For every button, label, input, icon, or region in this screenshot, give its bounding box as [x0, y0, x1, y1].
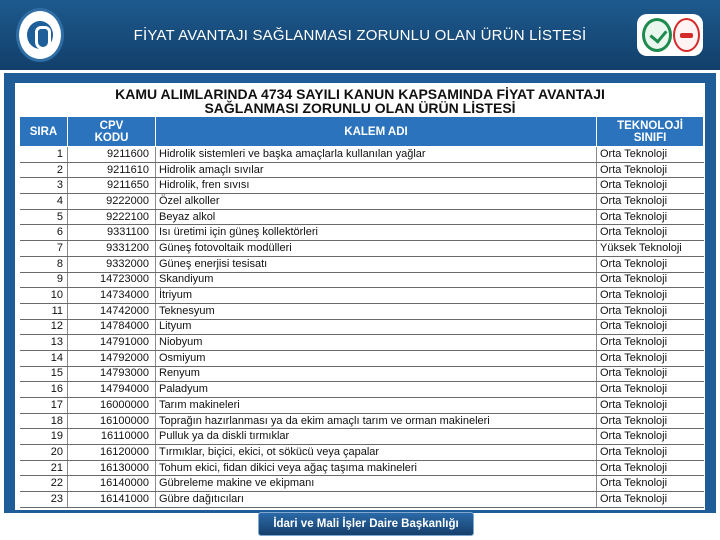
cell-technology-class: Orta Teknoloji: [597, 460, 704, 476]
university-logo-icon: [16, 8, 64, 62]
cell-cpv-code: 16120000: [68, 445, 156, 461]
cell-cpv-code: 14793000: [68, 366, 156, 382]
cell-technology-class: Orta Teknoloji: [597, 382, 704, 398]
cell-item-name: Lityum: [156, 319, 597, 335]
cell-cpv-code: 14791000: [68, 335, 156, 351]
cell-technology-class: Orta Teknoloji: [597, 303, 704, 319]
table-row: [20, 162, 704, 178]
table-row: [20, 194, 704, 210]
cell-cpv-code: 16110000: [68, 429, 156, 445]
cell-no: 21: [20, 460, 68, 476]
cell-cpv-code: 9331200: [68, 241, 156, 257]
cell-cpv-code: 16130000: [68, 460, 156, 476]
cell-cpv-code: 9211650: [68, 178, 156, 194]
table-row: [20, 398, 704, 414]
cell-item-name: Toprağın hazırlanması ya da ekim amaçlı tarım ve orman makineleri: [156, 413, 597, 429]
document-title-line-1: KAMU ALIMLARINDA 4734 SAYILI KANUN KAPSAMINDA FİYAT AVANTAJI: [115, 86, 605, 102]
cell-no: 22: [20, 476, 68, 492]
cell-technology-class: Orta Teknoloji: [597, 492, 704, 508]
table-row: [20, 225, 704, 241]
table-row: [20, 256, 704, 272]
cell-technology-class: Orta Teknoloji: [597, 476, 704, 492]
table-row: [20, 429, 704, 445]
cell-no: 7: [20, 241, 68, 257]
table-row: [20, 272, 704, 288]
table-row: [20, 209, 704, 225]
column-header-name: KALEM ADI: [156, 117, 597, 147]
column-header-tech: [597, 117, 704, 147]
table-row: [20, 241, 704, 257]
cell-cpv-code: 9332000: [68, 256, 156, 272]
cell-item-name: Tohum ekici, fidan dikici veya ağaç taşıma makineleri: [156, 460, 597, 476]
cell-technology-class: Orta Teknoloji: [597, 178, 704, 194]
cell-item-name: Güneş fotovoltaik modülleri: [156, 241, 597, 257]
table-body: [20, 147, 704, 508]
column-header-cpv: [68, 117, 156, 147]
cell-cpv-code: 14784000: [68, 319, 156, 335]
cell-cpv-code: 14792000: [68, 350, 156, 366]
cell-cpv-code: 9331100: [68, 225, 156, 241]
document-page: [15, 83, 705, 510]
table-row: [20, 366, 704, 382]
table-row: [20, 319, 704, 335]
cell-no: 15: [20, 366, 68, 382]
table-row: [20, 350, 704, 366]
cell-technology-class: Orta Teknoloji: [597, 445, 704, 461]
table-row: [20, 492, 704, 508]
cell-item-name: Teknesyum: [156, 303, 597, 319]
column-header-cpv-line-1: CPV: [99, 119, 124, 132]
cell-no: 10: [20, 288, 68, 304]
cell-item-name: Paladyum: [156, 382, 597, 398]
cell-technology-class: Orta Teknoloji: [597, 288, 704, 304]
cell-item-name: Isı üretimi için güneş kollektörleri: [156, 225, 597, 241]
cell-cpv-code: 9211600: [68, 147, 156, 163]
cell-no: 8: [20, 256, 68, 272]
cell-technology-class: Orta Teknoloji: [597, 194, 704, 210]
document-title-line-2: SAĞLANMASI ZORUNLU OLAN ÜRÜN LİSTESİ: [204, 100, 516, 116]
page-title: FİYAT AVANTAJI SAĞLANMASI ZORUNLU OLAN ÜRÜN LİSTESİ: [133, 27, 587, 44]
cell-technology-class: Orta Teknoloji: [597, 335, 704, 351]
cell-no: 11: [20, 303, 68, 319]
cell-cpv-code: 9211610: [68, 162, 156, 178]
cell-cpv-code: 9222100: [68, 209, 156, 225]
cell-cpv-code: 16000000: [68, 398, 156, 414]
table-header-row: [20, 117, 704, 147]
cell-no: 17: [20, 398, 68, 414]
cell-item-name: Hidrolik sistemleri ve başka amaçlarla kullanılan yağlar: [156, 147, 597, 163]
cell-no: 14: [20, 350, 68, 366]
cell-cpv-code: 14742000: [68, 303, 156, 319]
table-row: [20, 303, 704, 319]
cell-no: 12: [20, 319, 68, 335]
cell-technology-class: Orta Teknoloji: [597, 162, 704, 178]
cell-item-name: Tırmıklar, biçici, ekici, ot sökücü veya çapalar: [156, 445, 597, 461]
cell-cpv-code: 14723000: [68, 272, 156, 288]
cell-item-name: Renyum: [156, 366, 597, 382]
cell-cpv-code: 16141000: [68, 492, 156, 508]
cell-item-name: Hidrolik, fren sıvısı: [156, 178, 597, 194]
cell-technology-class: Orta Teknoloji: [597, 209, 704, 225]
cell-cpv-code: 16140000: [68, 476, 156, 492]
cell-technology-class: Orta Teknoloji: [597, 225, 704, 241]
cell-item-name: Gübreleme makine ve ekipmanı: [156, 476, 597, 492]
cell-technology-class: Orta Teknoloji: [597, 272, 704, 288]
header-bar: [0, 0, 720, 70]
covid-badge-icon: [637, 14, 703, 56]
cell-no: 3: [20, 178, 68, 194]
cell-no: 20: [20, 445, 68, 461]
cell-no: 23: [20, 492, 68, 508]
column-header-cpv-line-2: KODU: [94, 131, 129, 144]
cell-technology-class: Orta Teknoloji: [597, 256, 704, 272]
cell-no: 5: [20, 209, 68, 225]
cell-cpv-code: 14734000: [68, 288, 156, 304]
table-row: [20, 147, 704, 163]
cell-item-name: Beyaz alkol: [156, 209, 597, 225]
cell-technology-class: Yüksek Teknoloji: [597, 241, 704, 257]
cell-item-name: Özel alkoller: [156, 194, 597, 210]
table-row: [20, 413, 704, 429]
cell-cpv-code: 14794000: [68, 382, 156, 398]
cell-no: 18: [20, 413, 68, 429]
cell-cpv-code: 9222000: [68, 194, 156, 210]
cell-technology-class: Orta Teknoloji: [597, 319, 704, 335]
table-row: [20, 445, 704, 461]
cell-technology-class: Orta Teknoloji: [597, 429, 704, 445]
table-row: [20, 460, 704, 476]
table-row: [20, 335, 704, 351]
cell-item-name: Osmiyum: [156, 350, 597, 366]
cell-item-name: Güneş enerjisi tesisatı: [156, 256, 597, 272]
product-table: [19, 116, 704, 508]
cell-cpv-code: 16100000: [68, 413, 156, 429]
cell-no: 19: [20, 429, 68, 445]
cell-no: 4: [20, 194, 68, 210]
cell-no: 9: [20, 272, 68, 288]
cell-no: 6: [20, 225, 68, 241]
cell-technology-class: Orta Teknoloji: [597, 398, 704, 414]
cell-item-name: Tarım makineleri: [156, 398, 597, 414]
cell-technology-class: Orta Teknoloji: [597, 413, 704, 429]
cell-no: 13: [20, 335, 68, 351]
table-row: [20, 476, 704, 492]
column-header-tech-line-2: SINIFI: [633, 131, 667, 144]
cell-item-name: İtriyum: [156, 288, 597, 304]
cell-technology-class: Orta Teknoloji: [597, 350, 704, 366]
cell-item-name: Hidrolik amaçlı sıvılar: [156, 162, 597, 178]
cell-technology-class: Orta Teknoloji: [597, 366, 704, 382]
table-row: [20, 178, 704, 194]
cell-item-name: Gübre dağıtıcıları: [156, 492, 597, 508]
cell-technology-class: Orta Teknoloji: [597, 147, 704, 163]
cell-item-name: Niobyum: [156, 335, 597, 351]
cell-no: 1: [20, 147, 68, 163]
cell-no: 2: [20, 162, 68, 178]
cell-no: 16: [20, 382, 68, 398]
column-header-tech-line-1: TEKNOLOJİ: [617, 119, 683, 132]
column-header-no: SIRA: [20, 117, 68, 147]
cell-item-name: Skandiyum: [156, 272, 597, 288]
document-title: [15, 87, 705, 115]
department-footer-label: İdari ve Mali İşler Daire Başkanlığı: [258, 512, 474, 536]
table-row: [20, 382, 704, 398]
cell-item-name: Pulluk ya da diskli tırmıklar: [156, 429, 597, 445]
table-row: [20, 288, 704, 304]
